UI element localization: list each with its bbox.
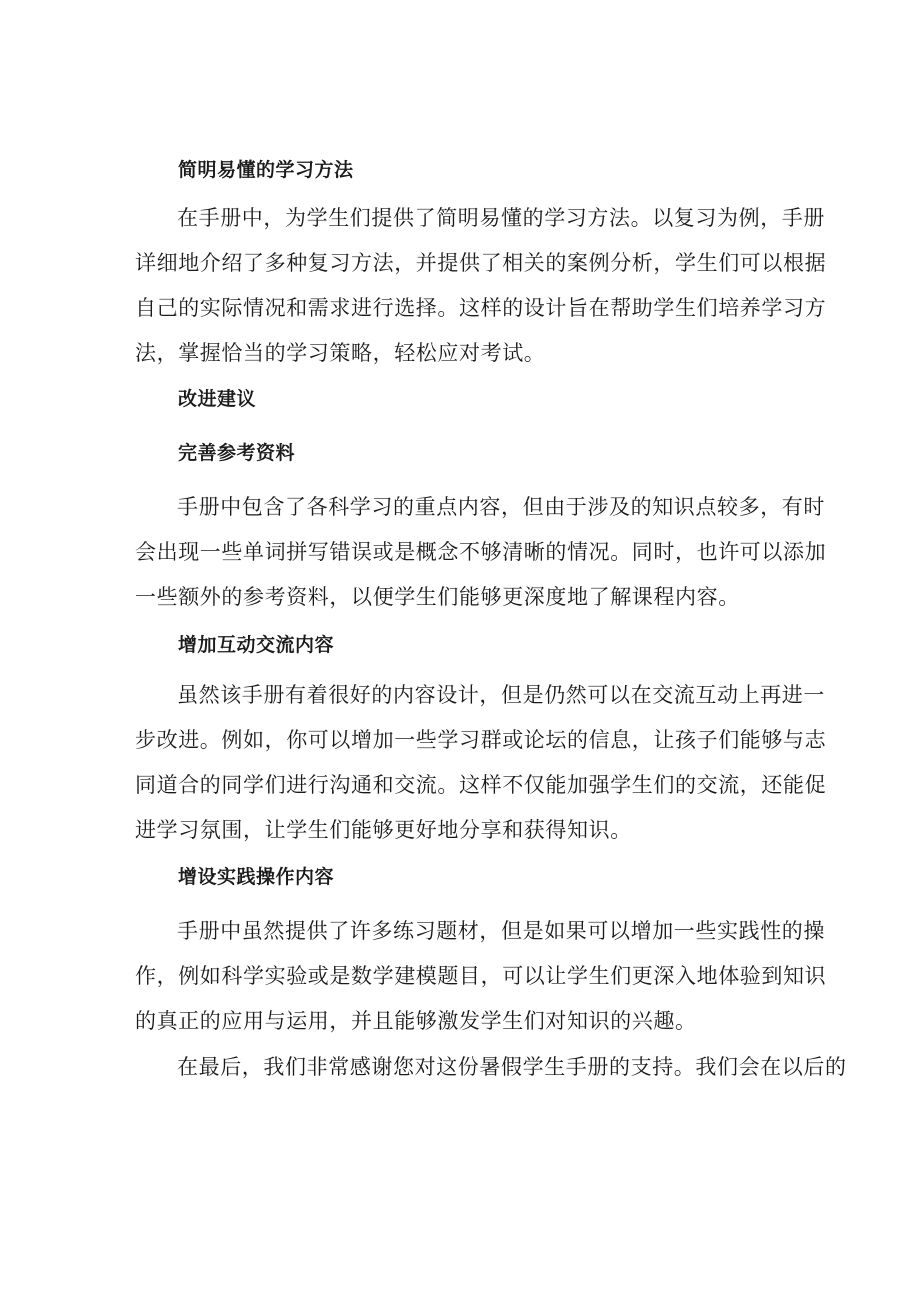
section-heading-learning-methods: 简明易懂的学习方法 — [178, 159, 354, 181]
paragraph-line: 步改进。例如，你可以增加一些学习群或论坛的信息，让孩子们能够与志 — [135, 728, 827, 752]
closing-paragraph — [135, 1045, 847, 1090]
paragraph-interactive-content — [135, 673, 827, 853]
paragraph-line: 一些额外的参考资料，以便学生们能够更深度地了解课程内容。 — [135, 585, 740, 609]
paragraph-learning-methods — [135, 196, 827, 376]
paragraph-line: 在手册中，为学生们提供了简明易懂的学习方法。以复习为例，手册 — [177, 206, 825, 230]
paragraph-line: 的真正的应用与运用，并且能够激发学生们对知识的兴趣。 — [135, 1009, 697, 1033]
paragraph-line: 作，例如科学实验或是数学建模题目，可以让学生们更深入地体验到知识 — [135, 964, 827, 988]
paragraph-line: 手册中虽然提供了许多练习题材，但是如果可以增加一些实践性的操 — [177, 919, 825, 943]
paragraph-line: 会出现一些单词拼写错误或是概念不够清晰的情况。同时，也许可以添加 — [135, 540, 827, 564]
paragraph-practical-operations — [135, 909, 827, 1044]
paragraph-line: 同道合的同学们进行沟通和交流。这样不仅能加强学生们的交流，还能促 — [135, 773, 827, 797]
paragraph-line: 进学习氛围，让学生们能够更好地分享和获得知识。 — [135, 818, 632, 842]
section-heading-practical-operations: 增设实践操作内容 — [178, 866, 335, 888]
paragraph-line: 手册中包含了各科学习的重点内容，但由于涉及的知识点较多，有时 — [177, 495, 825, 519]
section-heading-improvement-suggestions: 改进建议 — [178, 388, 257, 410]
paragraph-line: 自己的实际情况和需求进行选择。这样的设计旨在帮助学生们培养学习方 — [135, 296, 827, 320]
paragraph-line: 虽然该手册有着很好的内容设计，但是仍然可以在交流互动上再进一 — [177, 683, 825, 707]
paragraph-reference-materials — [135, 485, 827, 620]
paragraph-line: 详细地介绍了多种复习方法，并提供了相关的案例分析，学生们可以根据 — [135, 251, 827, 275]
paragraph-line: 在最后，我们非常感谢您对这份暑假学生手册的支持。我们会在以后的 — [177, 1055, 847, 1079]
paragraph-line: 法，掌握恰当的学习策略，轻松应对考试。 — [135, 341, 546, 365]
section-heading-interactive-content: 增加互动交流内容 — [178, 634, 335, 656]
section-heading-reference-materials: 完善参考资料 — [178, 442, 296, 464]
